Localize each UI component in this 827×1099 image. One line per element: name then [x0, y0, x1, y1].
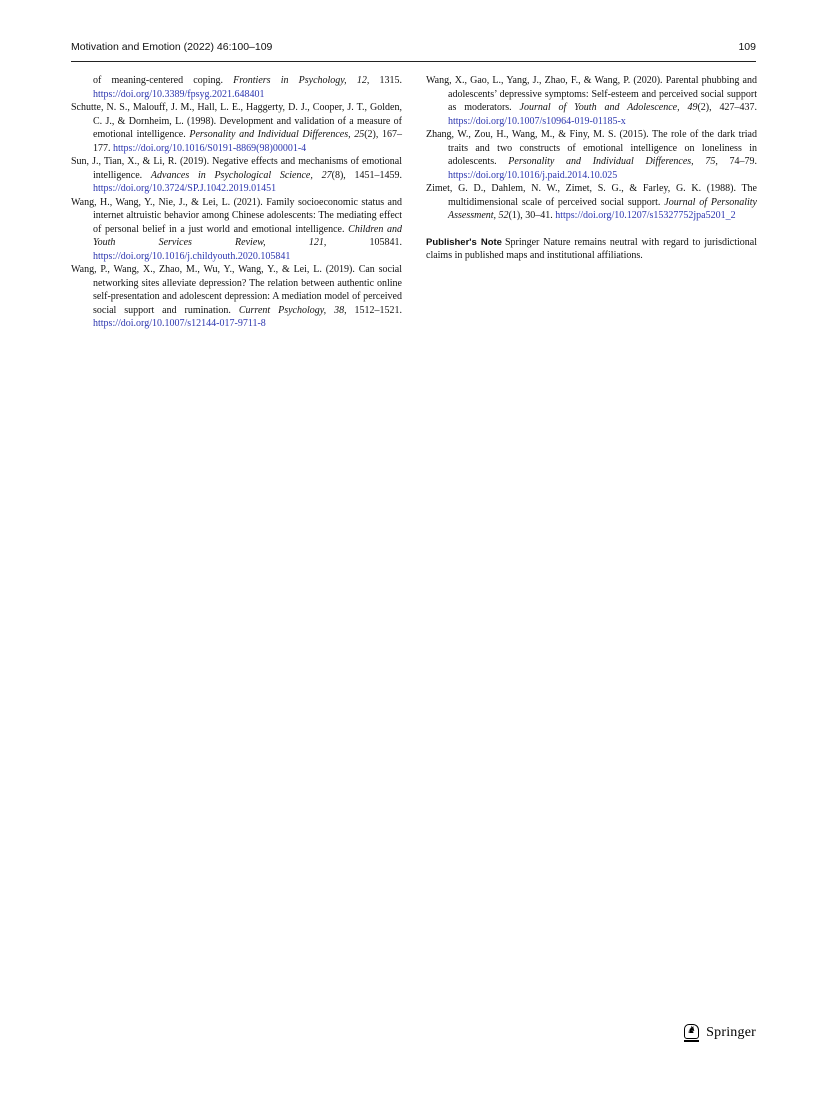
- references-section: [71, 74, 757, 331]
- reference-text: Schutte, N. S., Malouff, J. M., Hall, L. E., Haggerty, D. J., Cooper, J. T., Golden, C. J., & Dornheim, L. (1998). Development and validation of a measure of emotional intelligence.: [71, 102, 402, 140]
- reference-entry: [71, 155, 402, 196]
- reference-text: Wang, X., Gao, L., Yang, J., Zhao, F., & Wang, P. (2020). Parental phubbing and adolescents’ depressive symptoms: Self-esteem and perceived social support as moderators.: [426, 75, 757, 113]
- journal-title: Journal of Personality Assessment, 52: [448, 196, 757, 221]
- page-number: 109: [738, 41, 756, 53]
- publishers-note-label: Publisher's Note: [426, 236, 502, 248]
- chess-knight-glyph: ♞: [687, 1025, 697, 1036]
- journal-citation: Motivation and Emotion (2022) 46:100–109: [71, 41, 273, 53]
- journal-title: Children and Youth Services Review, 121: [93, 223, 403, 248]
- header-rule: [71, 61, 756, 62]
- page-footer: [684, 1024, 756, 1043]
- references-column-right: [426, 74, 757, 331]
- reference-text: (8), 1451–1459.: [331, 169, 403, 181]
- reference-text: (2), 427–437.: [697, 102, 757, 113]
- reference-text: (2), 167–177.: [93, 129, 402, 154]
- reference-text: , 74–79.: [715, 156, 758, 167]
- journal-title: Personality and Individual Differences, 25: [189, 129, 365, 140]
- reference-text: Zhang, W., Zou, H., Wang, M., & Finy, M. S. (2015). The role of the dark triad traits and two constructs of emotional intelligence on loneliness in adolescents.: [426, 129, 757, 167]
- references-column-left: [71, 74, 402, 331]
- doi-link[interactable]: https://doi.org/10.3389/fpsyg.2021.648401: [93, 88, 265, 100]
- doi-link[interactable]: https://doi.org/10.1207/s15327752jpa5201_2: [555, 210, 736, 221]
- reference-text: Wang, P., Wang, X., Zhao, M., Wu, Y., Wang, Y., & Lei, L. (2019). Can social networking sites alleviate depression? The relation between authentic online self-presentation and adolescent depression: A mediation model of perceived social support and rumination.: [71, 264, 402, 316]
- reference-text: (1), 30–41.: [508, 210, 556, 221]
- page-header: [71, 41, 756, 53]
- reference-text: Sun, J., Tian, X., & Li, R. (2019). Negative effects and mechanisms of emotional intelligence.: [71, 156, 402, 181]
- springer-logo-baseline: [684, 1040, 699, 1042]
- reference-text: , 1512–1521.: [344, 304, 403, 316]
- reference-entry: [71, 196, 402, 264]
- journal-title: Current Psychology, 38: [238, 304, 345, 316]
- publishers-note: [426, 236, 757, 263]
- reference-entry: [71, 101, 402, 155]
- doi-link[interactable]: https://doi.org/10.1016/S0191-8869(98)00001-4: [113, 142, 307, 154]
- reference-text: of meaning-centered coping.: [93, 75, 234, 86]
- journal-title: Personality and Individual Differences, 75: [508, 156, 716, 167]
- journal-title: Advances in Psychological Science, 27: [150, 169, 332, 181]
- reference-entry: [426, 128, 757, 182]
- reference-entry: [71, 74, 402, 101]
- reference-entry: [426, 74, 757, 128]
- journal-title: Frontiers in Psychology, 12: [233, 75, 367, 86]
- reference-text: , 1315.: [366, 75, 402, 86]
- doi-link[interactable]: https://doi.org/10.1016/j.paid.2014.10.025: [448, 169, 618, 181]
- reference-text: , 105841.: [323, 237, 402, 248]
- springer-wordmark: Springer: [706, 1024, 756, 1040]
- doi-link[interactable]: https://doi.org/10.1007/s10964-019-01185-x: [448, 115, 626, 127]
- reference-entry: [71, 263, 402, 331]
- publishers-note-text: Springer Nature remains neutral with regard to jurisdictional claims in published maps and institutional affiliations.: [426, 236, 757, 261]
- reference-text: Wang, H., Wang, Y., Nie, J., & Lei, L. (2021). Family socioeconomic status and internet altruistic behavior among Chinese adolescents: The mediating effect of personal belief in a just world and emotional intelligence.: [71, 196, 402, 235]
- doi-link[interactable]: https://doi.org/10.1007/s12144-017-9711-8: [93, 318, 266, 329]
- reference-text: Zimet, G. D., Dahlem, N. W., Zimet, S. G., & Farley, G. K. (1988). The multidimensional scale of perceived social support.: [426, 183, 757, 208]
- springer-horse-icon: [684, 1024, 699, 1043]
- references-list-right: [426, 74, 757, 223]
- springer-horse-outline: [684, 1024, 699, 1039]
- doi-link[interactable]: https://doi.org/10.3724/SP.J.1042.2019.01451: [93, 183, 277, 194]
- journal-title: Journal of Youth and Adolescence, 49: [519, 102, 698, 113]
- doi-link[interactable]: https://doi.org/10.1016/j.childyouth.2020.105841: [93, 250, 291, 262]
- reference-entry: [426, 182, 757, 223]
